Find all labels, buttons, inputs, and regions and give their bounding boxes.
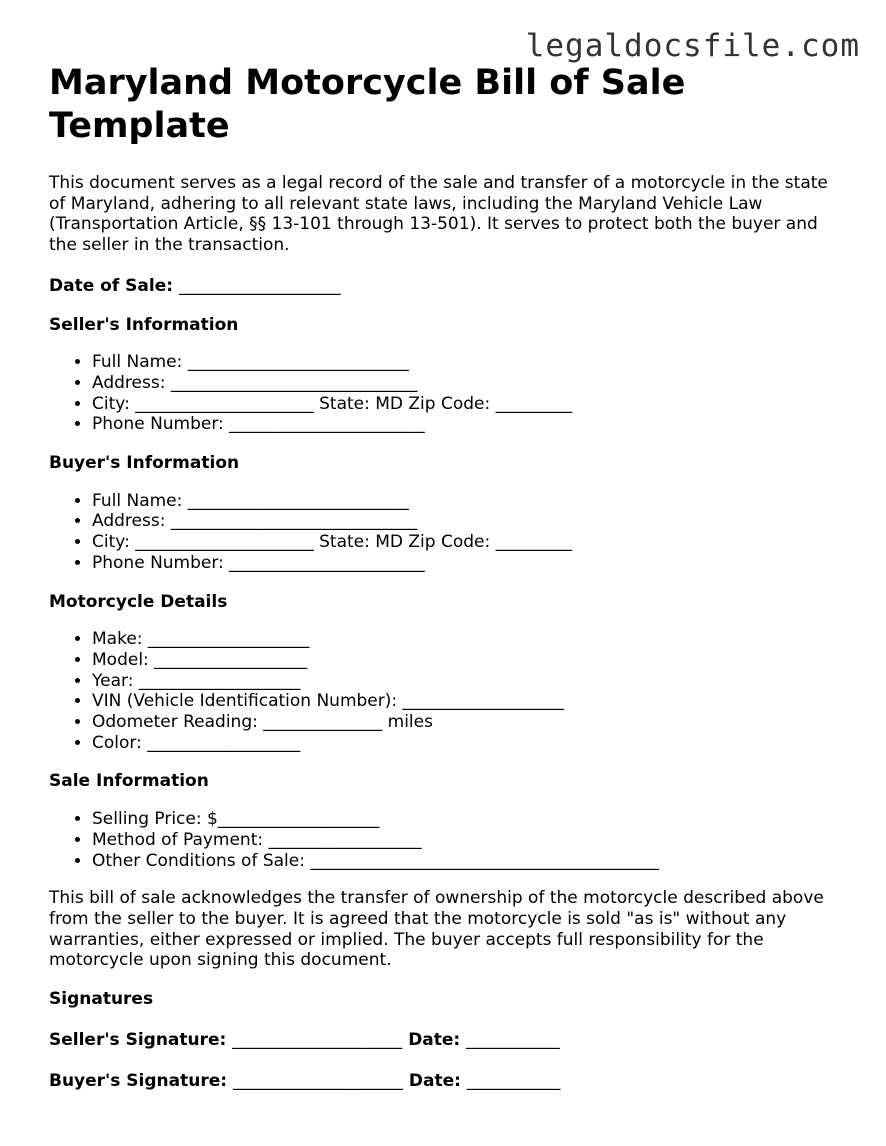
- seller-address[interactable]: • Address: _____________________________: [92, 373, 849, 394]
- seller-list: [49, 352, 849, 435]
- buyer-city-state-zip[interactable]: • City: _____________________ State: MD Zip Code: _________: [92, 532, 849, 553]
- buyer-list: [49, 491, 849, 574]
- sale-payment-method[interactable]: • Method of Payment: __________________: [92, 830, 849, 851]
- sale-price[interactable]: • Selling Price: $___________________: [92, 809, 849, 830]
- date-of-sale-blank[interactable]: ___________________: [178, 275, 341, 296]
- signatures-section-title: Signatures: [49, 989, 154, 1010]
- buyer-signature-line: [49, 1071, 849, 1092]
- date-of-sale-line: [49, 276, 849, 297]
- motorcycle-section-title: Motorcycle Details: [49, 591, 228, 612]
- motorcycle-make[interactable]: • Make: ___________________: [92, 629, 849, 650]
- page-title: Maryland Motorcycle Bill of Sale Template: [49, 63, 686, 146]
- seller-signature-label: Seller's Signature:: [49, 1029, 227, 1050]
- buyer-full-name[interactable]: • Full Name: __________________________: [92, 491, 849, 512]
- sale-list: [49, 809, 849, 871]
- seller-signature-blank[interactable]: ____________________: [232, 1029, 403, 1050]
- motorcycle-model[interactable]: • Model: __________________: [92, 650, 849, 671]
- motorcycle-vin[interactable]: • VIN (Vehicle Identification Number): ___________________: [92, 691, 849, 712]
- sale-other-conditions[interactable]: • Other Conditions of Sale: _________________________________________: [92, 851, 849, 872]
- seller-section-title: Seller's Information: [49, 314, 239, 335]
- document-page: [49, 62, 849, 1091]
- buyer-signature-blank[interactable]: ____________________: [232, 1070, 403, 1091]
- buyer-date-blank[interactable]: ___________: [466, 1070, 561, 1091]
- seller-city-state-zip[interactable]: • City: _____________________ State: MD Zip Code: _________: [92, 394, 849, 415]
- buyer-phone[interactable]: • Phone Number: _______________________: [92, 553, 849, 574]
- buyer-signature-label: Buyer's Signature:: [49, 1070, 228, 1091]
- motorcycle-year[interactable]: • Year: ___________________: [92, 671, 849, 692]
- seller-date-label: Date:: [408, 1029, 461, 1050]
- watermark: legaldocsfile.com: [525, 28, 860, 64]
- seller-signature-line: [49, 1030, 849, 1051]
- seller-full-name[interactable]: • Full Name: __________________________: [92, 352, 849, 373]
- motorcycle-list: [49, 629, 849, 753]
- closing-paragraph: This bill of sale acknowledges the transfer of ownership of the motorcycle described above from the seller to the buyer. It is agreed that the motorcycle is sold "as is" without any warranties, either expressed or implied. The buyer accepts full responsibility for the motorcycle upon signing this document.: [49, 888, 824, 971]
- sale-section-title: Sale Information: [49, 771, 209, 792]
- seller-phone[interactable]: • Phone Number: _______________________: [92, 414, 849, 435]
- motorcycle-color[interactable]: • Color: __________________: [92, 733, 849, 754]
- buyer-date-label: Date:: [408, 1070, 461, 1091]
- seller-date-blank[interactable]: ___________: [466, 1029, 560, 1050]
- buyer-address[interactable]: • Address: _____________________________: [92, 511, 849, 532]
- date-of-sale-label: Date of Sale:: [49, 275, 174, 296]
- motorcycle-odometer[interactable]: • Odometer Reading: ______________ miles: [92, 712, 849, 733]
- intro-paragraph: This document serves as a legal record of the sale and transfer of a motorcycle in the state of Maryland, adhering to all relevant state laws, including the Maryland Vehicle Law (Transportation Article, §§ 13-101 through 13-501). It serves to protect both the buyer and the seller in the transaction.: [49, 173, 828, 256]
- buyer-section-title: Buyer's Information: [49, 453, 240, 474]
